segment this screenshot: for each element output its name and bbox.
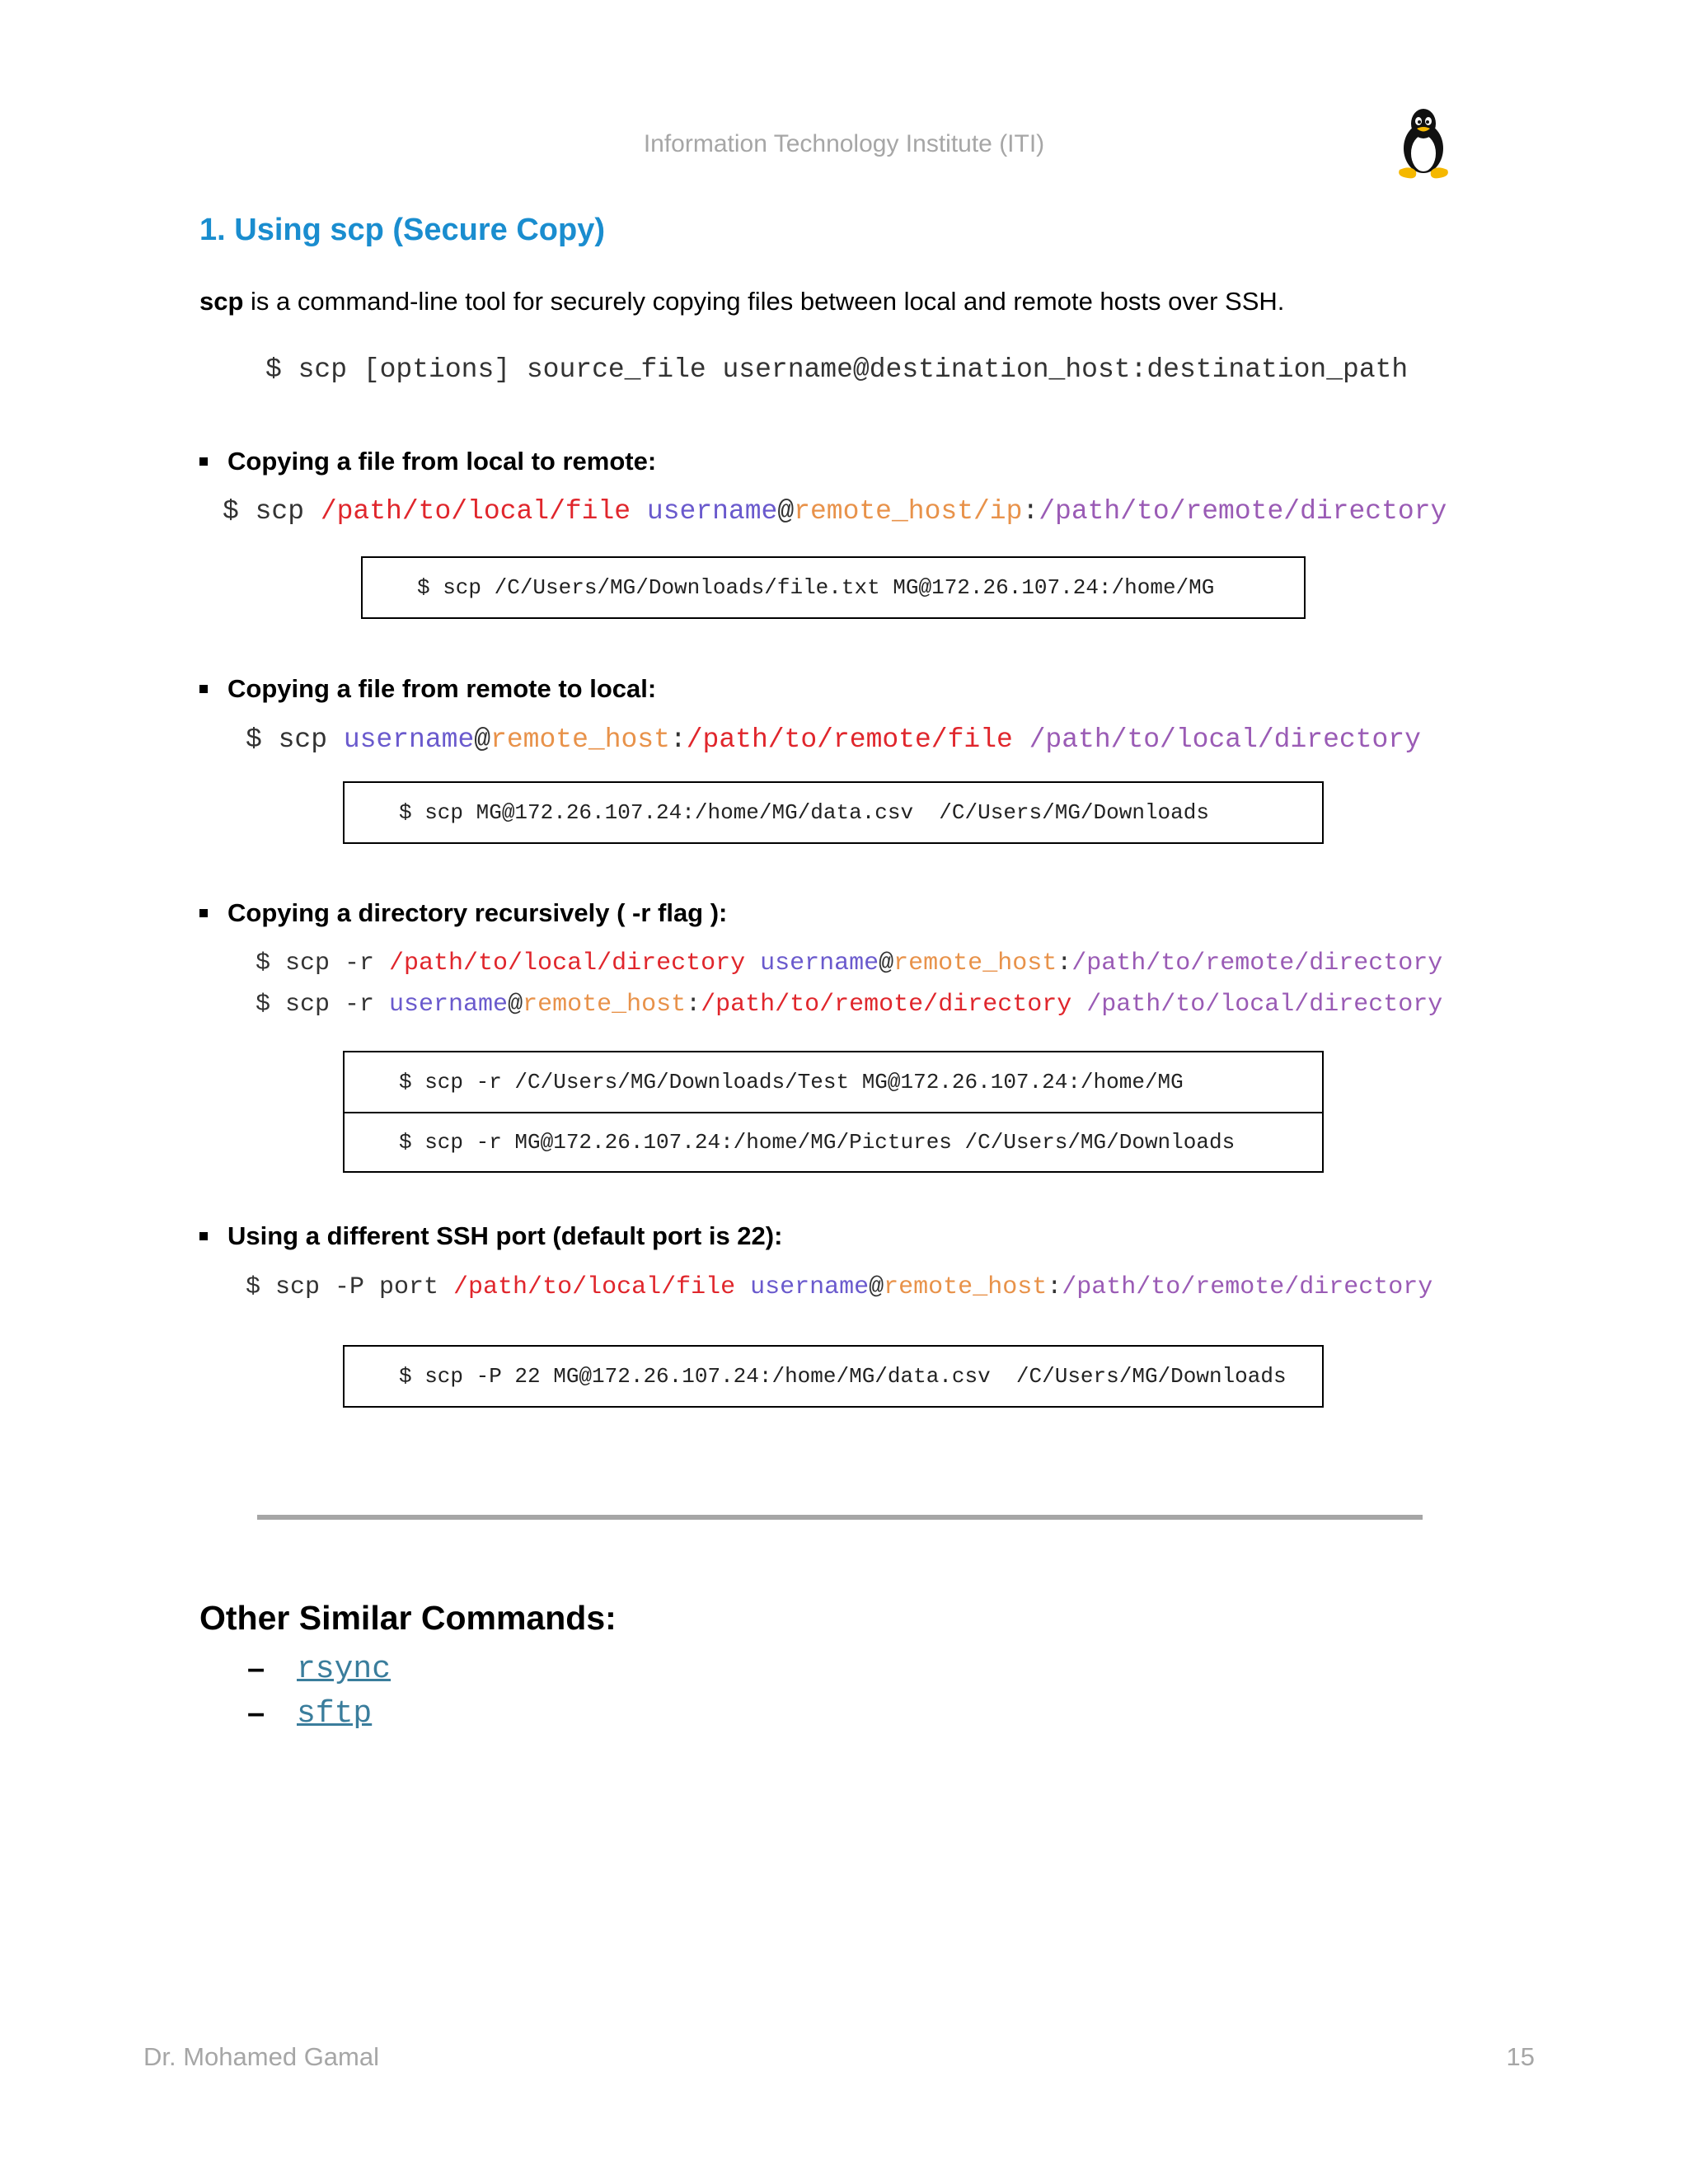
example-box-ssh-port bbox=[343, 1345, 1324, 1408]
intro-keyword: scp bbox=[199, 287, 244, 316]
example-box-recursive bbox=[343, 1051, 1324, 1173]
example-command: $ scp /C/Users/MG/Downloads/file.txt MG@172.26.107.24:/home/MG bbox=[417, 575, 1215, 600]
list-item bbox=[247, 1652, 391, 1687]
sftp-link[interactable]: sftp bbox=[297, 1696, 373, 1732]
bullet-ssh-port bbox=[199, 1221, 782, 1251]
bullet-heading: Using a different SSH port (default port is 22): bbox=[227, 1221, 783, 1250]
syntax-ssh-port: $ scp -P port /path/to/local/file username@remote_host:/path/to/remote/directory bbox=[246, 1273, 1433, 1301]
syntax-recursive-download: $ scp -r username@remote_host:/path/to/remote/directory /path/to/local/directory bbox=[256, 991, 1443, 1019]
page-number: 15 bbox=[1506, 2042, 1535, 2071]
example-box-local-to-remote bbox=[361, 556, 1306, 619]
dash-bullet: – bbox=[247, 1696, 265, 1731]
intro-text: is a command-line tool for securely copying files between local and remote hosts over SSH. bbox=[243, 287, 1285, 316]
bullet-square bbox=[199, 1232, 208, 1240]
bullet-heading: Copying a file from local to remote: bbox=[227, 447, 657, 476]
tux-penguin-icon bbox=[1391, 105, 1456, 180]
section-title: 1. Using scp (Secure Copy) bbox=[199, 213, 606, 247]
bullet-square bbox=[199, 909, 208, 917]
example-command: $ scp -P 22 MG@172.26.107.24:/home/MG/data.csv /C/Users/MG/Downloads bbox=[399, 1364, 1287, 1389]
example-command: $ scp -r MG@172.26.107.24:/home/MG/Pictures /C/Users/MG/Downloads bbox=[345, 1112, 1322, 1171]
example-command: $ scp MG@172.26.107.24:/home/MG/data.csv /C/Users/MG/Downloads bbox=[399, 800, 1209, 825]
syntax-remote-to-local: $ scp username@remote_host:/path/to/remote/file /path/to/local/directory bbox=[246, 724, 1421, 755]
list-item bbox=[247, 1696, 372, 1732]
footer-author: Dr. Mohamed Gamal bbox=[143, 2042, 379, 2071]
bullet-remote-to-local bbox=[199, 674, 656, 704]
bullet-heading: Copying a directory recursively ( -r flag ): bbox=[227, 898, 728, 927]
syntax-local-to-remote: $ scp /path/to/local/file username@remote_host/ip:/path/to/remote/directory bbox=[223, 496, 1447, 527]
dash-bullet: – bbox=[247, 1652, 265, 1686]
bullet-heading: Copying a file from remote to local: bbox=[227, 674, 657, 703]
rsync-link[interactable]: rsync bbox=[297, 1652, 392, 1687]
page-header-title: Information Technology Institute (ITI) bbox=[643, 130, 1045, 157]
bullet-square bbox=[199, 457, 208, 466]
intro-paragraph bbox=[199, 287, 1284, 316]
bullet-local-to-remote bbox=[199, 447, 656, 476]
example-box-remote-to-local bbox=[343, 781, 1324, 844]
other-commands-title: Other Similar Commands: bbox=[199, 1599, 617, 1637]
syntax-recursive-upload: $ scp -r /path/to/local/directory username@remote_host:/path/to/remote/directory bbox=[256, 949, 1443, 977]
example-command: $ scp -r /C/Users/MG/Downloads/Test MG@172.26.107.24:/home/MG bbox=[399, 1070, 1184, 1094]
horizontal-divider bbox=[257, 1515, 1423, 1520]
general-syntax: $ scp [options] source_file username@destination_host:destination_path bbox=[265, 354, 1409, 385]
bullet-square bbox=[199, 685, 208, 693]
bullet-recursive bbox=[199, 898, 727, 928]
